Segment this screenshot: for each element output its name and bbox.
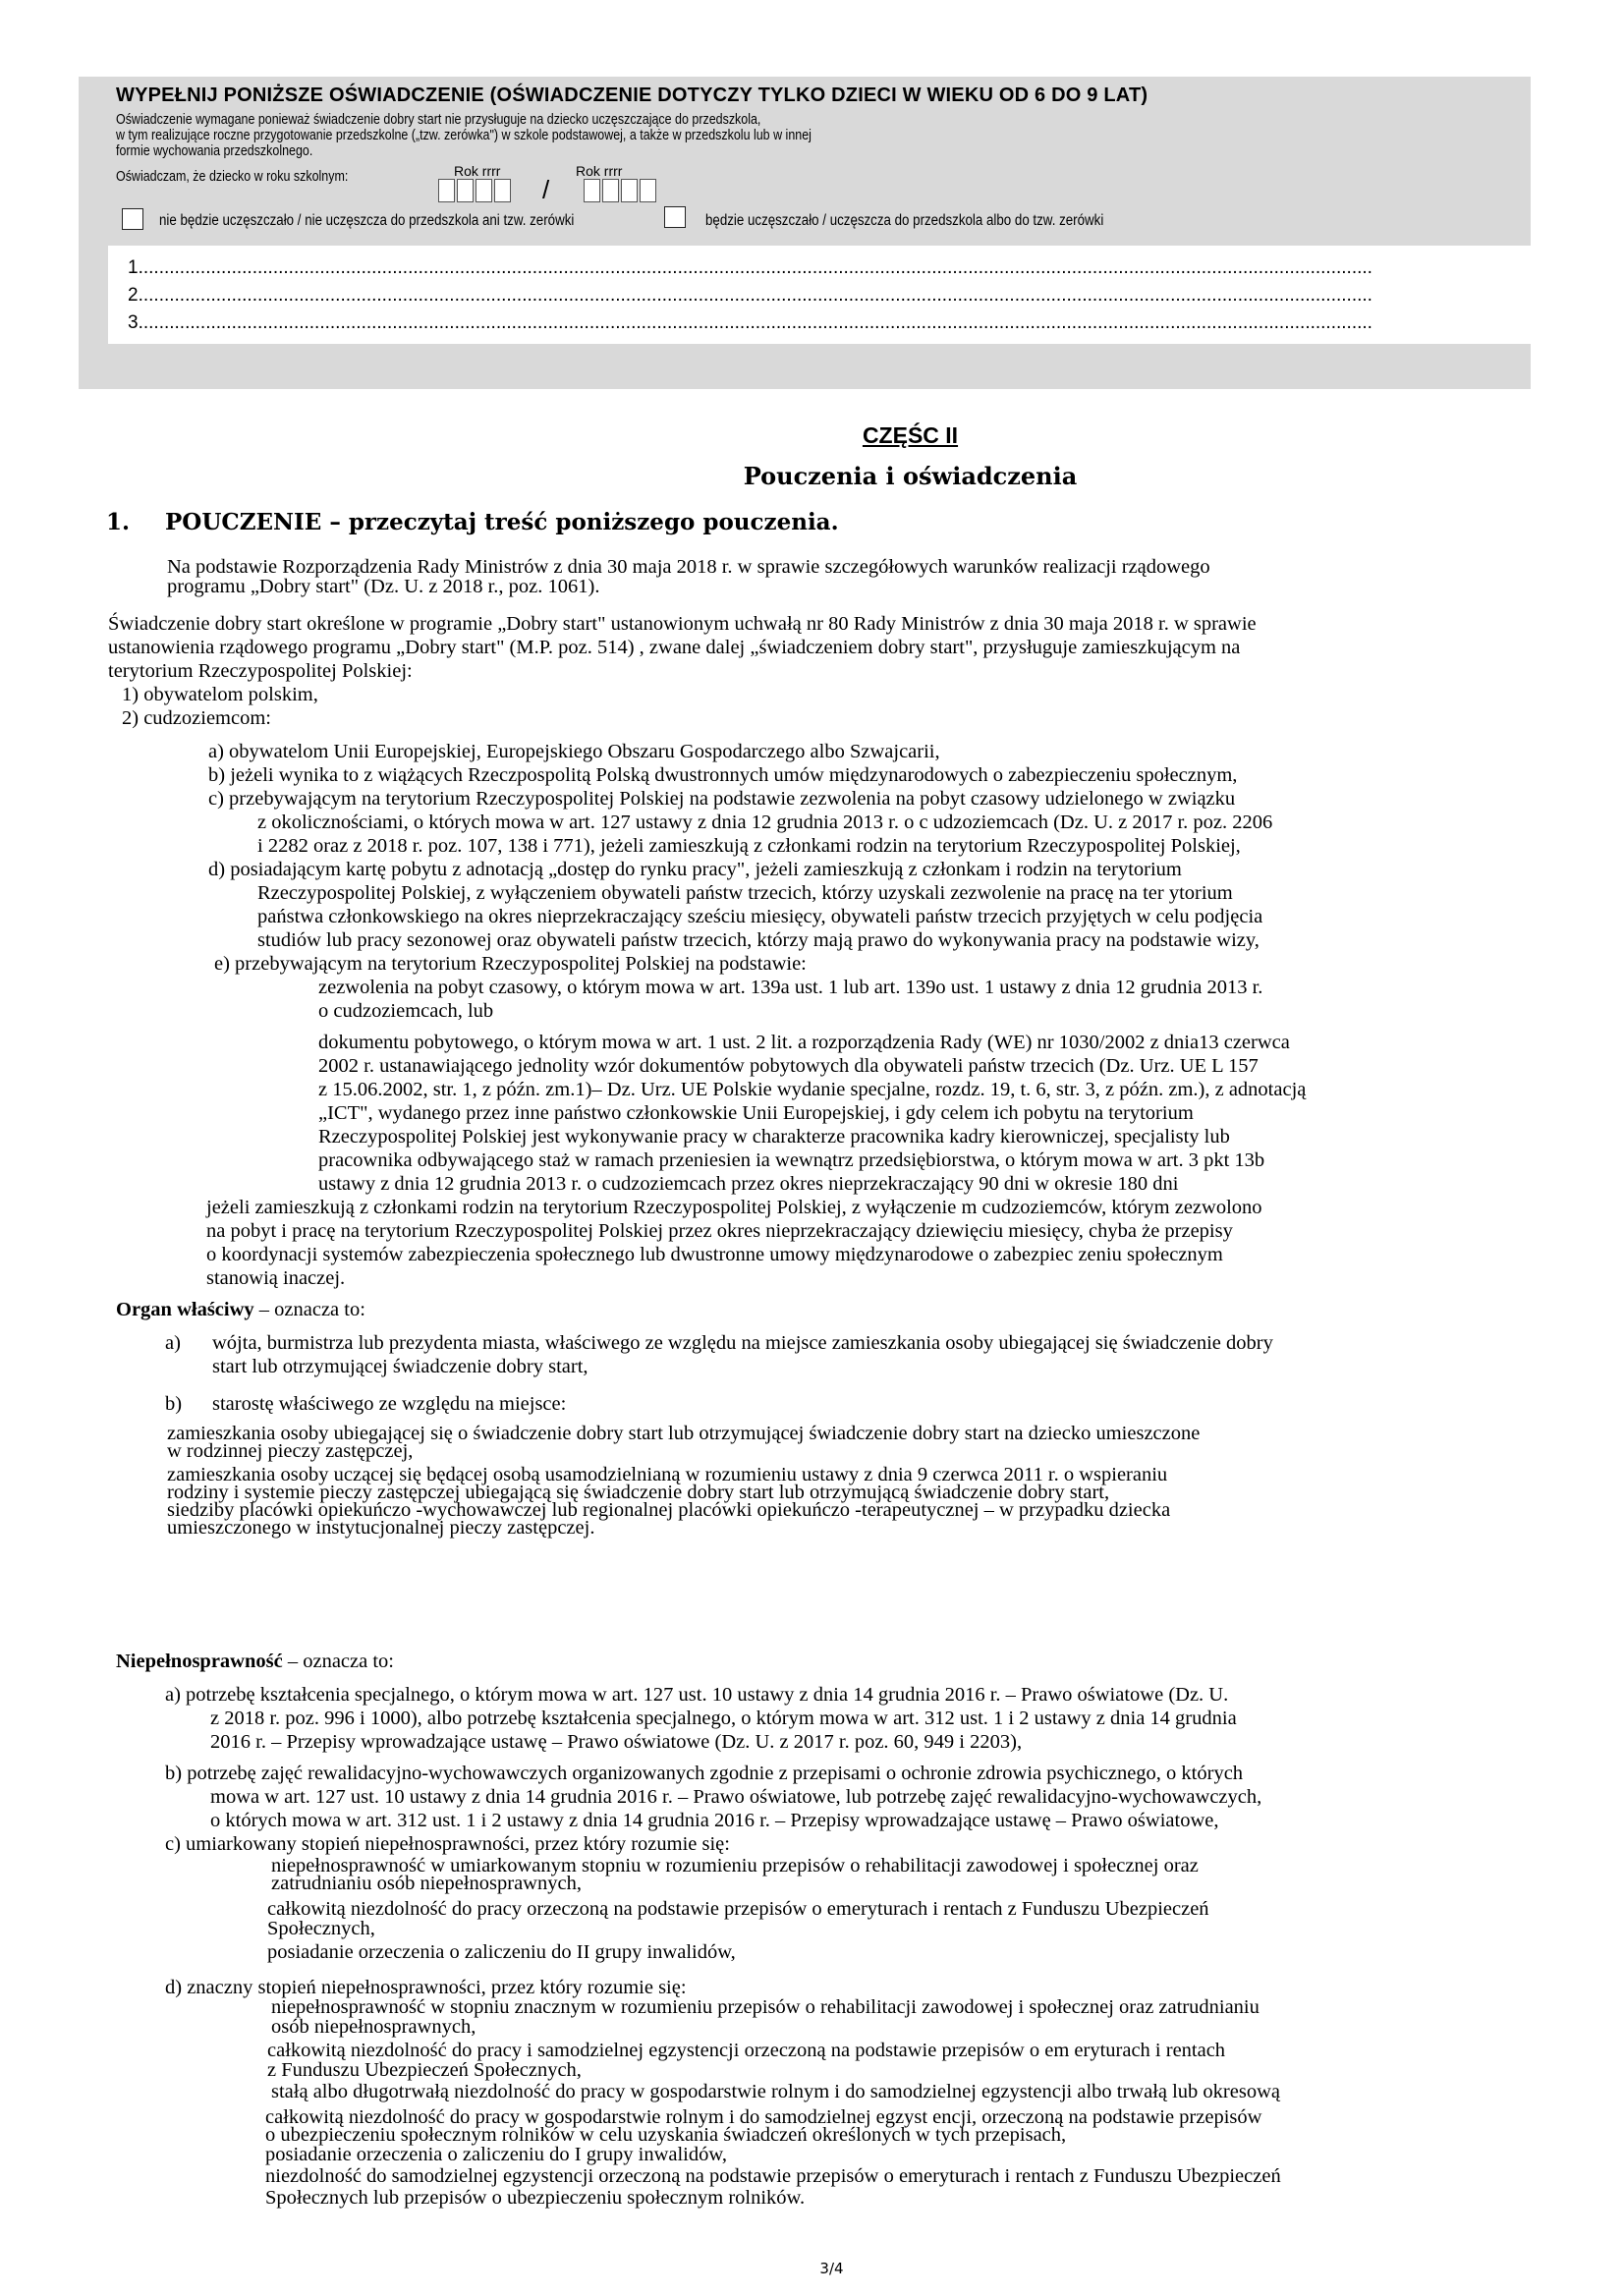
text-line: 2016 r. – Przepisy wprowadzające ustawę – Prawo oświatowe (Dz. U. z 2017 r. poz. 60, 949 i 2203), — [210, 1731, 1023, 1753]
text-line: a) potrzebę kształcenia specjalnego, o którym mowa w art. 127 ust. 10 ustawy z dnia 14 grudnia 2016 r. – Prawo oświatowe (Dz. U. — [165, 1684, 1229, 1706]
text-line: i 2282 oraz z 2018 r. poz. 107, 138 i 771), jeżeli zamieszkują z członkami rodzin na terytorium Rzeczypospolitej Polskiej, — [257, 835, 1241, 857]
digit-box[interactable] — [494, 179, 511, 202]
digit-box[interactable] — [438, 179, 455, 202]
part-subtitle: Pouczenia i oświadczenia — [743, 462, 1078, 490]
organ-a-line: start lub otrzymującej świadczenie dobry start, — [212, 1356, 588, 1377]
text-line: niepełnosprawność w umiarkowanym stopniu w rozumieniu przepisów o rehabilitacji zawodowej i społecznej oraz — [271, 1855, 1199, 1876]
text-line: całkowitą niezdolność do pracy orzeczoną na podstawie przepisów o emeryturach i rentach z Funduszu Ubezpieczeń — [267, 1898, 1209, 1920]
text-line: w rodzinnej pieczy zastępczej, — [167, 1440, 414, 1462]
text-line: o ubezpieczeniu społecznym rolników w celu uzyskania świadczeń określonych w tych przepisach, — [265, 2124, 1067, 2146]
text-line: zatrudnianiu osób niepełnosprawnych, — [271, 1873, 582, 1894]
text-line: posiadanie orzeczenia o zaliczeniu do II grupy inwalidów, — [267, 1941, 736, 1963]
declaration-title: WYPEŁNIJ PONIŻSZE OŚWIADCZENIE (OŚWIADCZENIE DOTYCZY TYLKO DZIECI W WIEKU OD 6 DO 9 LAT) — [116, 84, 1148, 106]
text-line: o cudzoziemcach, lub — [318, 1000, 494, 1022]
line-number: 2. — [128, 285, 143, 306]
text-line: dokumentu pobytowego, o którym mowa w art. 1 ust. 2 lit. a rozporządzenia Rady (WE) nr 1030/2002 z dnia13 czerwca — [318, 1032, 1290, 1053]
text-line: stanowią inaczej. — [206, 1267, 346, 1289]
line-number: 3. — [128, 312, 143, 333]
text-line: państwa członkowskiego na okres nieprzekraczający sześciu miesięcy, obywateli państw trzecich przyjętych w celu podjęcia — [257, 906, 1263, 927]
text-line: zezwolenia na pobyt czasowy, o którym mowa w art. 139a ust. 1 lub art. 139o ust. 1 ustawy z dnia 12 grudnia 2013 r. — [318, 977, 1263, 998]
text-line: „ICT", wydanego przez inne państwo członkowskie Unii Europejskiej, i gdy celem ich pobytu na terytorium — [318, 1102, 1194, 1124]
text-line: zamieszkania osoby ubiegającej się o świadczenie dobry start lub otrzymującej świadczenie dobry start na dziecko umieszczone — [167, 1423, 1201, 1444]
declaration-note-line: w tym realizujące roczne przygotowanie przedszkolne („tzw. zerówka") w szkole podstawowej, a także w przedszkolu lub w innej — [116, 128, 812, 143]
text-line: mowa w art. 127 ust. 10 ustawy z dnia 14 grudnia 2016 r. – Prawo oświatowe, lub potrzebę zajęć rewalidacyjno-wychowawczych, — [210, 1786, 1262, 1808]
text-line: ustanowienia rządowego programu „Dobry start" (M.P. poz. 514) , zwane dalej „świadczeniem dobry start", przysługuje zamieszkującym na — [108, 637, 1241, 658]
text-line: ustawy z dnia 12 grudnia 2013 r. o cudzoziemcach przez okres nieprzekraczający 90 dni w okresie 180 dni — [318, 1173, 1179, 1195]
text-line: Na podstawie Rozporządzenia Rady Ministrów z dnia 30 maja 2018 r. w sprawie szczegółowych warunków realizacji rządowego — [167, 556, 1210, 578]
text-line: Rzeczypospolitej Polskiej jest wykonywanie pracy w charakterze pracownika kadry kierowniczej, specjalisty lub — [318, 1126, 1230, 1148]
text-line: zamieszkania osoby uczącej się będącej osobą usamodzielnianą w rozumieniu ustawy z dnia 9 czerwca 2011 r. o wspieraniu — [167, 1464, 1168, 1485]
organ-a-line: wójta, burmistrza lub prezydenta miasta, właściwego ze względu na miejsce zamieszkania osoby ubiegającej się świadczenie dobry — [212, 1332, 1273, 1354]
child-line-2[interactable]: 2.............................................................................................................................................................................................................................................. — [128, 285, 1372, 306]
digit-box[interactable] — [457, 179, 474, 202]
organ-term: Organ właściwy — [116, 1299, 254, 1320]
organ-a-label: a) — [165, 1332, 181, 1354]
text-line: 2002 r. ustanawiającego jednolity wzór dokumentów pobytowych dla obywateli państw trzecich (Dz. Urz. UE L 157 — [318, 1055, 1259, 1077]
declare-text: Oświadczam, że dziecko w roku szkolnym: — [116, 169, 349, 185]
text-line: a) obywatelom Unii Europejskiej, Europejskiego Obszaru Gospodarczego albo Szwajcarii, — [208, 741, 940, 762]
not-attending-label: nie będzie uczęszczało / nie uczęszcza do przedszkola ani tzw. zerówki — [159, 212, 575, 229]
text-line: Społecznych lub przepisów o ubezpieczeniu społecznym rolników. — [265, 2187, 806, 2209]
text-line: programu „Dobry start" (Dz. U. z 2018 r., poz. 1061). — [167, 576, 600, 597]
year-separator: / — [542, 175, 550, 204]
text-line: Rzeczypospolitej Polskiej, z wyłączeniem obywateli państw trzecich, którzy uzyskali zezwolenie na pracę na ter ytorium — [257, 882, 1233, 904]
text-line: o koordynacji systemów zabezpieczenia społecznego lub dwustronne umowy międzynarodowe o zabezpiec zeniu społecznym — [206, 1244, 1223, 1265]
organ-b-line: starostę właściwego ze względu na miejsce: — [212, 1393, 567, 1415]
declaration-note-line: formie wychowania przedszkolnego. — [116, 143, 313, 159]
text-line: b) jeżeli wynika to z wiążących Rzeczpospolitą Polską dwustronnych umów międzynarodowych o zabezpieczeniu społecznym, — [208, 764, 1238, 786]
text-line: niepełnosprawność w stopniu znacznym w rozumieniu przepisów o rehabilitacji zawodowej i społecznej oraz zatrudnianiu — [271, 1996, 1260, 2018]
page-number: 3/4 — [819, 2260, 844, 2277]
text-line: d) znaczny stopień niepełnosprawności, przez który rozumie się: — [165, 1977, 687, 1998]
text-line: d) posiadającym kartę pobytu z adnotacją „dostęp do rynku pracy", jeżeli zamieszkują z członkam i rodzin na terytorium — [208, 859, 1182, 880]
declaration-note-line: Oświadczenie wymagane ponieważ świadczenie dobry start nie przysługuje na dziecko uczęszczające do przedszkola, — [116, 112, 761, 128]
disability-definition — [116, 1651, 394, 1673]
text-line: o których mowa w art. 312 ust. 1 i 2 ustawy z dnia 14 grudnia 2016 r. – Przepisy wprowadzające ustawę – Prawo oświatowe, — [210, 1810, 1219, 1831]
child-line-1[interactable]: 1.............................................................................................................................................................................................................................................. — [128, 257, 1372, 278]
declaration-note — [116, 112, 1045, 159]
section-heading — [106, 509, 839, 535]
text-line: całkowitą niezdolność do pracy i samodzielnej egzystencji orzeczoną na podstawie przepisów o em eryturach i rentach — [267, 2040, 1226, 2061]
text-line: posiadanie orzeczenia o zaliczeniu do I grupy inwalidów, — [265, 2144, 727, 2165]
text-line: pracownika odbywającego staż w ramach przeniesien ia wewnątrz przedsiębiorstwa, o którym mowa w art. 3 pkt 13b — [318, 1149, 1265, 1171]
text-line: c) umiarkowany stopień niepełnosprawności, przez który rozumie się: — [165, 1833, 730, 1855]
text-line: stałą albo długotrwałą niezdolność do pracy w gospodarstwie rolnym i do samodzielnej egzystencji albo trwałą lub okresową — [271, 2081, 1280, 2102]
digit-box[interactable] — [602, 179, 619, 202]
text-line: umieszczonego w instytucjonalnej pieczy zastępczej. — [167, 1517, 595, 1539]
disability-term: Niepełnosprawność — [116, 1651, 283, 1672]
organ-b-label: b) — [165, 1393, 183, 1415]
text-line: c) przebywającym na terytorium Rzeczypospolitej Polskiej na podstawie zezwolenia na pobyt czasowy udzielonego w związku — [208, 788, 1236, 810]
text-line: e) przebywającym na terytorium Rzeczypospolitej Polskiej na podstawie: — [214, 953, 807, 975]
year-to-label: Rok rrrr — [576, 163, 623, 179]
text-line: 2) cudzoziemcom: — [122, 707, 271, 729]
part-title: CZĘŚC II — [862, 422, 959, 448]
section-title: POUCZENIE – przeczytaj treść poniższego pouczenia. — [165, 509, 839, 535]
attending-label: będzie uczęszczało / uczęszcza do przedszkola albo do tzw. zerówki — [705, 212, 1104, 229]
year-from-label: Rok rrrr — [454, 163, 501, 179]
organ-definition — [116, 1299, 365, 1321]
digit-box[interactable] — [640, 179, 656, 202]
text-line: terytorium Rzeczypospolitej Polskiej: — [108, 660, 413, 682]
text-line: Świadczenie dobry start określone w programie „Dobry start" ustanowionym uchwałą nr 80 Rady Ministrów z dnia 30 maja 2018 r. w sprawie — [108, 613, 1257, 635]
text-line: z 15.06.2002, str. 1, z późn. zm.1)– Dz. Urz. UE Polskie wydanie specjalne, rozdz. 19, t. 6, str. 3, z późn. zm.), z adnotacją — [318, 1079, 1307, 1100]
text-line: całkowitą niezdolność do pracy w gospodarstwie rolnym i do samodzielnej egzyst encji, orzeczoną na podstawie przepisów — [265, 2106, 1262, 2128]
text-line: b) potrzebę zajęć rewalidacyjno-wychowawczych organizowanych zgodnie z przepisami o ochronie zdrowia psychicznego, o których — [165, 1763, 1244, 1784]
text-line: niezdolność do samodzielnej egzystencji orzeczoną na podstawie przepisów o emeryturach i rentach z Funduszu Ubezpieczeń — [265, 2165, 1281, 2187]
child-line-3[interactable]: 3.............................................................................................................................................................................................................................................. — [128, 312, 1372, 333]
attending-checkbox[interactable] — [664, 206, 686, 228]
text-line: osób niepełnosprawnych, — [271, 2016, 476, 2038]
text-line: 1) obywatelom polskim, — [122, 684, 318, 705]
text-line: z 2018 r. poz. 996 i 1000), albo potrzebę kształcenia specjalnego, o którym mowa w art. 312 ust. 1 i 2 ustawy z dnia 14 grudnia — [210, 1708, 1237, 1729]
organ-def: – oznacza to: — [253, 1299, 365, 1320]
text-line: z Funduszu Ubezpieczeń Społecznych, — [267, 2059, 582, 2081]
disability-def: – oznacza to: — [282, 1651, 394, 1672]
text-line: studiów lub pracy sezonowej oraz obywateli państw trzecich, którzy mają prawo do wykonywania pracy na podstawie wizy, — [257, 929, 1260, 951]
digit-box[interactable] — [621, 179, 638, 202]
text-line: jeżeli zamieszkują z członkami rodzin na terytorium Rzeczypospolitej Polskiej, z wyłączenie m cudzoziemców, którym zezwolono — [206, 1197, 1262, 1218]
not-attending-checkbox[interactable] — [122, 208, 143, 230]
line-number: 1. — [128, 257, 143, 278]
text-line: z okolicznościami, o których mowa w art. 127 ustawy z dnia 12 grudnia 2013 r. o c udzoziemcach (Dz. U. z 2017 r. poz. 2206 — [257, 812, 1273, 833]
text-line: Społecznych, — [267, 1918, 375, 1939]
digit-box[interactable] — [584, 179, 600, 202]
section-number: 1. — [106, 509, 131, 535]
text-line: na pobyt i pracę na terytorium Rzeczypospolitej Polskiej przez okres nieprzekraczający dziewięciu miesięcy, chyba że przepisy — [206, 1220, 1233, 1242]
year-to-input[interactable] — [584, 179, 658, 202]
year-from-input[interactable] — [438, 179, 513, 202]
text-line: rodziny i systemie pieczy zastępczej ubiegającą się świadczenie dobry start lub otrzymującą świadczenie dobry start, — [167, 1482, 1110, 1503]
digit-box[interactable] — [476, 179, 492, 202]
text-line: siedziby placówki opiekuńczo -wychowawczej lub regionalnej placówki opiekuńczo -terapeutycznej – w przypadku dziecka — [167, 1499, 1171, 1521]
